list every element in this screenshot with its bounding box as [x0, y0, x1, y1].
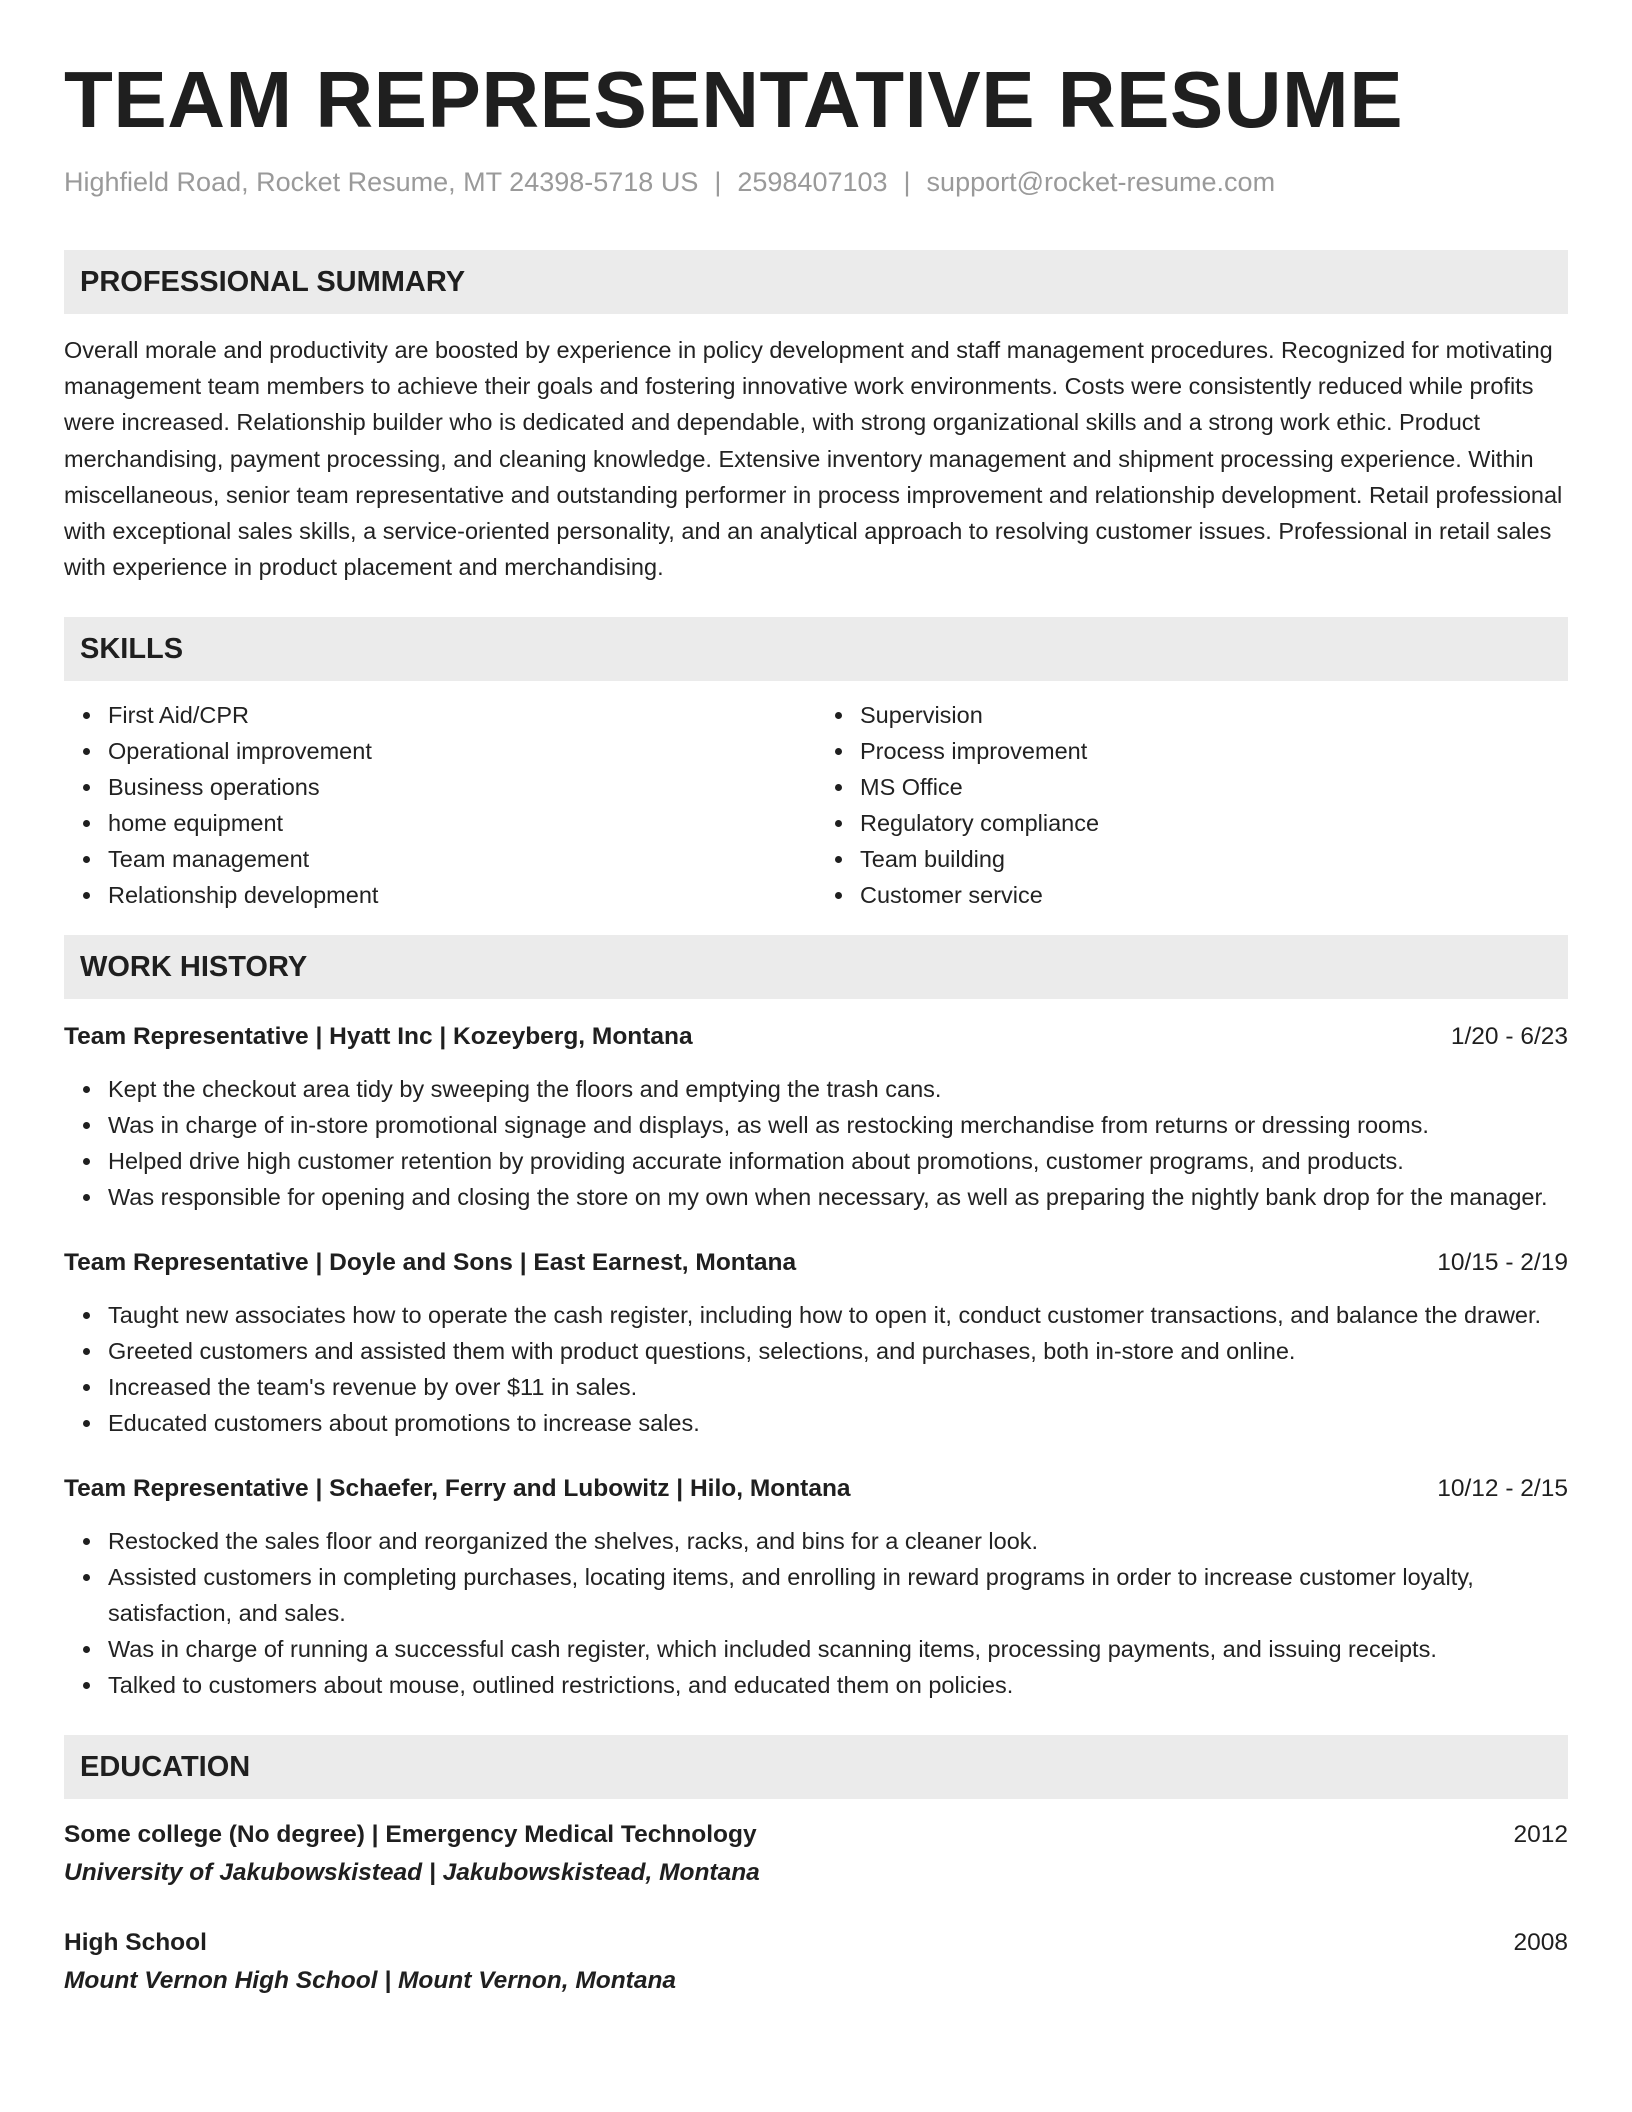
job-bullets [64, 1071, 1568, 1215]
education-year: 2008 [1513, 1929, 1568, 1957]
job-bullet: Restocked the sales floor and reorganized the shelves, racks, and bins for a cleaner look. [108, 1523, 1568, 1559]
job-bullet: Educated customers about promotions to increase sales. [108, 1405, 1568, 1441]
skill-item: Team building [860, 841, 1568, 877]
contact-email: support@rocket-resume.com [926, 167, 1276, 197]
job-bullet: Helped drive high customer retention by providing accurate information about promotions, customer programs, and products. [108, 1143, 1568, 1179]
contact-address: Highfield Road, Rocket Resume, MT 24398-5718 US [64, 167, 699, 197]
job-title: Team Representative | Schaefer, Ferry and Lubowitz | Hilo, Montana [64, 1475, 851, 1503]
section-header-work-history: WORK HISTORY [64, 935, 1568, 999]
job-dates: 1/20 - 6/23 [1450, 1023, 1568, 1051]
contact-phone: 2598407103 [737, 167, 888, 197]
job-bullet: Talked to customers about mouse, outlined restrictions, and educated them on policies. [108, 1667, 1568, 1703]
contact-separator: | [903, 167, 911, 197]
education-header [64, 1925, 1568, 1961]
job-header [64, 1019, 1568, 1055]
job-bullet: Increased the team's revenue by over $11 in sales. [108, 1369, 1568, 1405]
skill-item: Business operations [108, 769, 816, 805]
skill-item: MS Office [860, 769, 1568, 805]
job-bullet: Was in charge of running a successful cash register, which included scanning items, processing payments, and issuing receipts. [108, 1631, 1568, 1667]
job-bullet: Taught new associates how to operate the cash register, including how to open it, conduct customer transactions, and balance the drawer. [108, 1297, 1568, 1333]
skill-item: Regulatory compliance [860, 805, 1568, 841]
skill-item: Supervision [860, 697, 1568, 733]
education-header [64, 1817, 1568, 1853]
skills-column-right [816, 697, 1568, 913]
skill-item: Relationship development [108, 877, 816, 913]
job-title: Team Representative | Doyle and Sons | East Earnest, Montana [64, 1249, 797, 1277]
job-bullet: Was in charge of in-store promotional signage and displays, as well as restocking merchandise from returns or dressing rooms. [108, 1107, 1568, 1143]
job-bullets [64, 1297, 1568, 1441]
job-entry [64, 1471, 1568, 1703]
job-bullet: Was responsible for opening and closing the store on my own when necessary, as well as preparing the nightly bank drop for the manager. [108, 1179, 1568, 1215]
education-entry [64, 1925, 1568, 1999]
education-entry [64, 1817, 1568, 1891]
skills-list [64, 697, 1568, 913]
skill-item: Operational improvement [108, 733, 816, 769]
education-degree: Some college (No degree) | Emergency Medical Technology [64, 1821, 757, 1849]
resume-title: TEAM REPRESENTATIVE RESUME [64, 55, 1404, 144]
job-entry [64, 1245, 1568, 1441]
job-entry [64, 1019, 1568, 1215]
job-bullet: Kept the checkout area tidy by sweeping the floors and emptying the trash cans. [108, 1071, 1568, 1107]
job-dates: 10/15 - 2/19 [1437, 1249, 1568, 1277]
section-header-skills: SKILLS [64, 617, 1568, 681]
education-year: 2012 [1513, 1821, 1568, 1849]
education-school: Mount Vernon High School | Mount Vernon, Montana [64, 1967, 677, 1995]
summary-paragraph: Overall morale and productivity are boosted by experience in policy development and staff management procedures. Recognized for motivating management team members to achieve their goals and fostering innovative work environments. Costs were consistently reduced while profits were increased. Relationship builder who is dedicated and dependable, with strong organizational skills and a strong work ethic. Product merchandising, payment processing, and cleaning knowledge. Extensive inventory management and shipment processing experience. Within miscellaneous, senior team representative and outstanding performer in process improvement and relationship development. Retail professional with exceptional sales skills, a service-oriented personality, and an analytical approach to resolving customer issues. Professional in retail sales with experience in product placement and merchandising. [64, 337, 1563, 581]
education-school: University of Jakubowskistead | Jakubowskistead, Montana [64, 1859, 760, 1887]
job-bullet: Greeted customers and assisted them with product questions, selections, and purchases, both in-store and online. [108, 1333, 1568, 1369]
skill-item: First Aid/CPR [108, 697, 816, 733]
section-header-summary: PROFESSIONAL SUMMARY [64, 250, 1568, 314]
skill-item: home equipment [108, 805, 816, 841]
skills-column-left [64, 697, 816, 913]
section-header-education: EDUCATION [64, 1735, 1568, 1799]
job-dates: 10/12 - 2/15 [1437, 1475, 1568, 1503]
job-bullet: Assisted customers in completing purchases, locating items, and enrolling in reward programs in order to increase customer loyalty, satisfaction, and sales. [108, 1559, 1568, 1631]
job-header [64, 1245, 1568, 1281]
skill-item: Process improvement [860, 733, 1568, 769]
skill-item: Team management [108, 841, 816, 877]
job-bullets [64, 1523, 1568, 1703]
contact-line [64, 164, 1568, 200]
job-title: Team Representative | Hyatt Inc | Kozeyberg, Montana [64, 1023, 693, 1051]
job-header [64, 1471, 1568, 1507]
education-degree: High School [64, 1929, 207, 1957]
skill-item: Customer service [860, 877, 1568, 913]
contact-separator: | [714, 167, 722, 197]
